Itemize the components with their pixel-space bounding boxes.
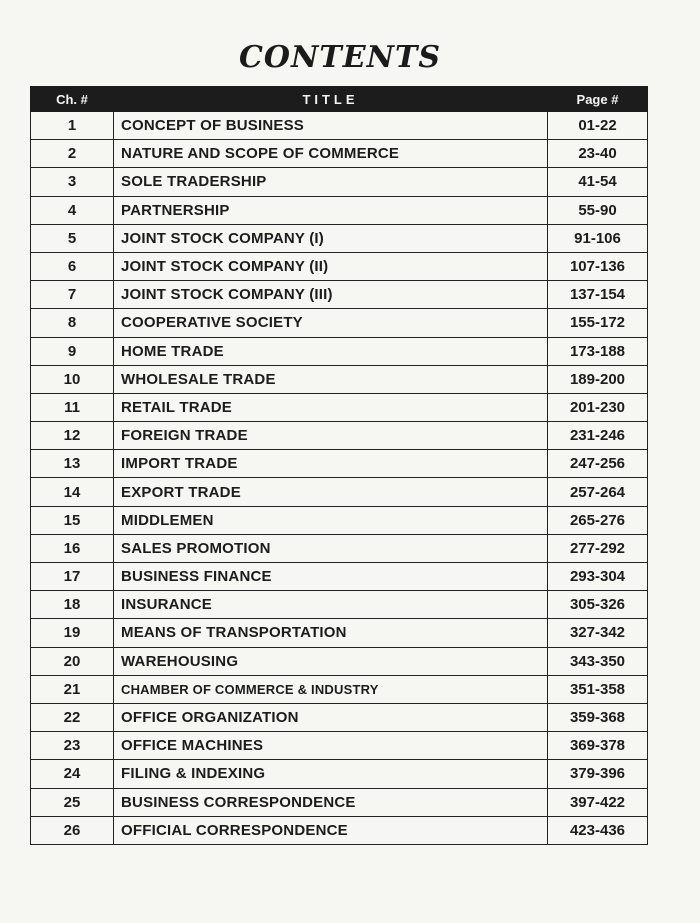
- chapter-number: 9: [31, 337, 114, 365]
- chapter-number: 1: [31, 112, 114, 140]
- table-row: [31, 196, 648, 224]
- chapter-number: 20: [31, 647, 114, 675]
- table-row: [31, 224, 648, 252]
- table-row: [31, 168, 648, 196]
- page-range: 379-396: [548, 760, 648, 788]
- table-row: [31, 478, 648, 506]
- page-range: 265-276: [548, 506, 648, 534]
- chapter-title: SALES PROMOTION: [114, 534, 548, 562]
- chapter-title: JOINT STOCK COMPANY (I): [114, 224, 548, 252]
- table-row: [31, 788, 648, 816]
- page-range: 247-256: [548, 450, 648, 478]
- chapter-number: 14: [31, 478, 114, 506]
- chapter-number: 4: [31, 196, 114, 224]
- table-row: [31, 675, 648, 703]
- chapter-number: 6: [31, 252, 114, 280]
- table-row: [31, 816, 648, 844]
- page-title: CONTENTS: [238, 40, 442, 75]
- table-row: [31, 309, 648, 337]
- chapter-title: INSURANCE: [114, 591, 548, 619]
- page-range: 173-188: [548, 337, 648, 365]
- chapter-title: MEANS OF TRANSPORTATION: [114, 619, 548, 647]
- table-body: [31, 112, 648, 845]
- chapter-title: BUSINESS CORRESPONDENCE: [114, 788, 548, 816]
- table-row: [31, 619, 648, 647]
- chapter-number: 24: [31, 760, 114, 788]
- chapter-number: 19: [31, 619, 114, 647]
- chapter-number: 15: [31, 506, 114, 534]
- table-header: [31, 87, 648, 112]
- table-row: [31, 647, 648, 675]
- chapter-number: 21: [31, 675, 114, 703]
- table-row: [31, 112, 648, 140]
- page-range: 397-422: [548, 788, 648, 816]
- chapter-number: 18: [31, 591, 114, 619]
- chapter-number: 12: [31, 422, 114, 450]
- chapter-number: 10: [31, 365, 114, 393]
- table-row: [31, 732, 648, 760]
- table-row: [31, 506, 648, 534]
- page-range: 189-200: [548, 365, 648, 393]
- chapter-title: EXPORT TRADE: [114, 478, 548, 506]
- table-row: [31, 393, 648, 421]
- column-header-title: TITLE: [114, 87, 548, 112]
- contents-table: [30, 86, 648, 845]
- page-range: 23-40: [548, 140, 648, 168]
- chapter-title: CHAMBER OF COMMERCE & INDUSTRY: [114, 675, 548, 703]
- page-range: 107-136: [548, 252, 648, 280]
- chapter-number: 16: [31, 534, 114, 562]
- page-range: 155-172: [548, 309, 648, 337]
- page-range: 277-292: [548, 534, 648, 562]
- chapter-title: BUSINESS FINANCE: [114, 563, 548, 591]
- chapter-title: MIDDLEMEN: [114, 506, 548, 534]
- page-range: 01-22: [548, 112, 648, 140]
- chapter-number: 11: [31, 393, 114, 421]
- chapter-title: CONCEPT OF BUSINESS: [114, 112, 548, 140]
- table-row: [31, 534, 648, 562]
- page-range: 423-436: [548, 816, 648, 844]
- chapter-title: OFFICE MACHINES: [114, 732, 548, 760]
- chapter-number: 25: [31, 788, 114, 816]
- chapter-number: 26: [31, 816, 114, 844]
- page-range: 359-368: [548, 703, 648, 731]
- chapter-title: PARTNERSHIP: [114, 196, 548, 224]
- page-range: 369-378: [548, 732, 648, 760]
- table-row: [31, 140, 648, 168]
- page-range: 257-264: [548, 478, 648, 506]
- chapter-title: FILING & INDEXING: [114, 760, 548, 788]
- chapter-title: JOINT STOCK COMPANY (III): [114, 281, 548, 309]
- page-range: 91-106: [548, 224, 648, 252]
- chapter-title: WHOLESALE TRADE: [114, 365, 548, 393]
- table-row: [31, 450, 648, 478]
- chapter-number: 3: [31, 168, 114, 196]
- chapter-title: FOREIGN TRADE: [114, 422, 548, 450]
- table-row: [31, 563, 648, 591]
- page-range: 305-326: [548, 591, 648, 619]
- column-header-page: Page #: [548, 87, 648, 112]
- page-range: 201-230: [548, 393, 648, 421]
- page-range: 231-246: [548, 422, 648, 450]
- table-row: [31, 703, 648, 731]
- chapter-title: WAREHOUSING: [114, 647, 548, 675]
- chapter-number: 2: [31, 140, 114, 168]
- table-row: [31, 252, 648, 280]
- table-row: [31, 422, 648, 450]
- page-range: 343-350: [548, 647, 648, 675]
- page-range: 293-304: [548, 563, 648, 591]
- chapter-title: OFFICE ORGANIZATION: [114, 703, 548, 731]
- page-range: 351-358: [548, 675, 648, 703]
- chapter-number: 13: [31, 450, 114, 478]
- chapter-title: OFFICIAL CORRESPONDENCE: [114, 816, 548, 844]
- chapter-title: IMPORT TRADE: [114, 450, 548, 478]
- chapter-number: 17: [31, 563, 114, 591]
- chapter-number: 8: [31, 309, 114, 337]
- page-range: 327-342: [548, 619, 648, 647]
- page-range: 137-154: [548, 281, 648, 309]
- page-range: 55-90: [548, 196, 648, 224]
- header-row: [31, 87, 648, 112]
- table-row: [31, 760, 648, 788]
- table-row: [31, 281, 648, 309]
- chapter-number: 23: [31, 732, 114, 760]
- chapter-title: JOINT STOCK COMPANY (II): [114, 252, 548, 280]
- chapter-title: COOPERATIVE SOCIETY: [114, 309, 548, 337]
- chapter-title: HOME TRADE: [114, 337, 548, 365]
- chapter-number: 7: [31, 281, 114, 309]
- column-header-chapter: Ch. #: [31, 87, 114, 112]
- table-row: [31, 365, 648, 393]
- table-row: [31, 591, 648, 619]
- table-row: [31, 337, 648, 365]
- chapter-title: RETAIL TRADE: [114, 393, 548, 421]
- chapter-title: NATURE AND SCOPE OF COMMERCE: [114, 140, 548, 168]
- chapter-number: 22: [31, 703, 114, 731]
- page-range: 41-54: [548, 168, 648, 196]
- chapter-number: 5: [31, 224, 114, 252]
- chapter-title: SOLE TRADERSHIP: [114, 168, 548, 196]
